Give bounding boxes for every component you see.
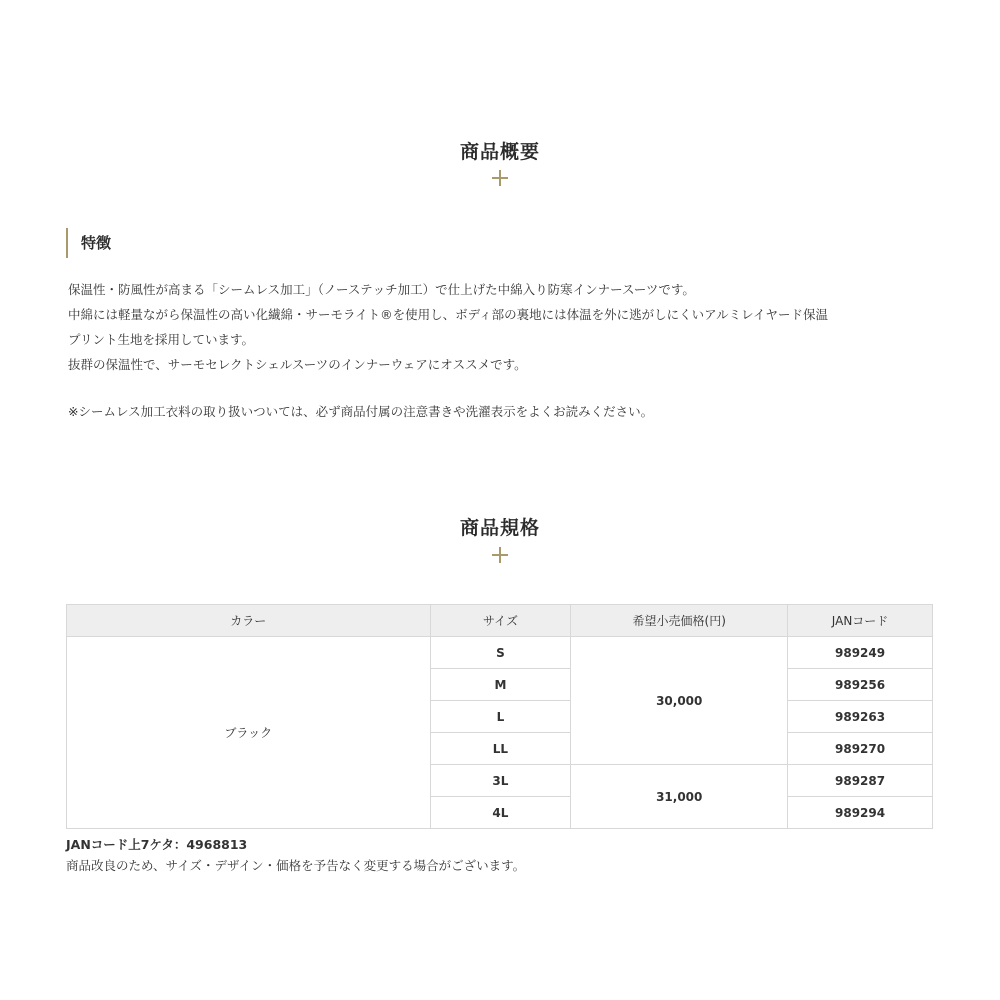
header-color: カラー	[67, 605, 431, 637]
size-cell: L	[430, 701, 571, 733]
header-size: サイズ	[430, 605, 571, 637]
size-cell: M	[430, 669, 571, 701]
price-cell: 30,000	[571, 637, 788, 765]
plus-divider-icon	[492, 170, 508, 186]
header-jan: JANコード	[788, 605, 933, 637]
header-price: 希望小売価格(円)	[571, 605, 788, 637]
overview-title: 商品概要	[459, 141, 540, 163]
description-line: 保温性・防風性が高まる「シームレス加工」（ノーステッチ加工）で仕上げた中綿入り防寒インナースーツです。	[68, 282, 695, 297]
jan-cell: 989287	[788, 765, 933, 797]
plus-divider-icon	[492, 547, 508, 563]
table-header-row	[67, 605, 933, 637]
jan-cell: 989256	[788, 669, 933, 701]
jan-cell: 989294	[788, 797, 933, 829]
size-cell: 4L	[430, 797, 571, 829]
size-cell: LL	[430, 733, 571, 765]
care-note: ※シームレス加工衣料の取り扱いついては、必ず商品付属の注意書きや洗濯表示をよくお読みください。	[68, 404, 654, 419]
description-line: 抜群の保温性で、サーモセレクトシェルスーツのインナーウェアにオススメです。	[68, 357, 527, 372]
jan-prefix-note: JANコード上7ケタ：4968813	[66, 837, 248, 852]
description-line: プリント生地を採用しています。	[68, 332, 255, 347]
feature-heading: 特徴	[66, 228, 111, 258]
jan-cell: 989249	[788, 637, 933, 669]
jan-cell: 989263	[788, 701, 933, 733]
spec-title: 商品規格	[459, 517, 540, 539]
size-cell: 3L	[430, 765, 571, 797]
spec-table	[66, 604, 933, 829]
table-row	[67, 637, 933, 669]
jan-cell: 989270	[788, 733, 933, 765]
change-note: 商品改良のため、サイズ・デザイン・価格を予告なく変更する場合がございます。	[66, 858, 526, 873]
description-line: 中綿には軽量ながら保温性の高い化繊綿・サーモライト®を使用し、ボディ部の裏地には体温を外に逃がしにくいアルミレイヤード保温	[68, 307, 829, 322]
color-cell: ブラック	[67, 637, 431, 829]
price-cell: 31,000	[571, 765, 788, 829]
feature-description	[68, 277, 948, 377]
size-cell: S	[430, 637, 571, 669]
